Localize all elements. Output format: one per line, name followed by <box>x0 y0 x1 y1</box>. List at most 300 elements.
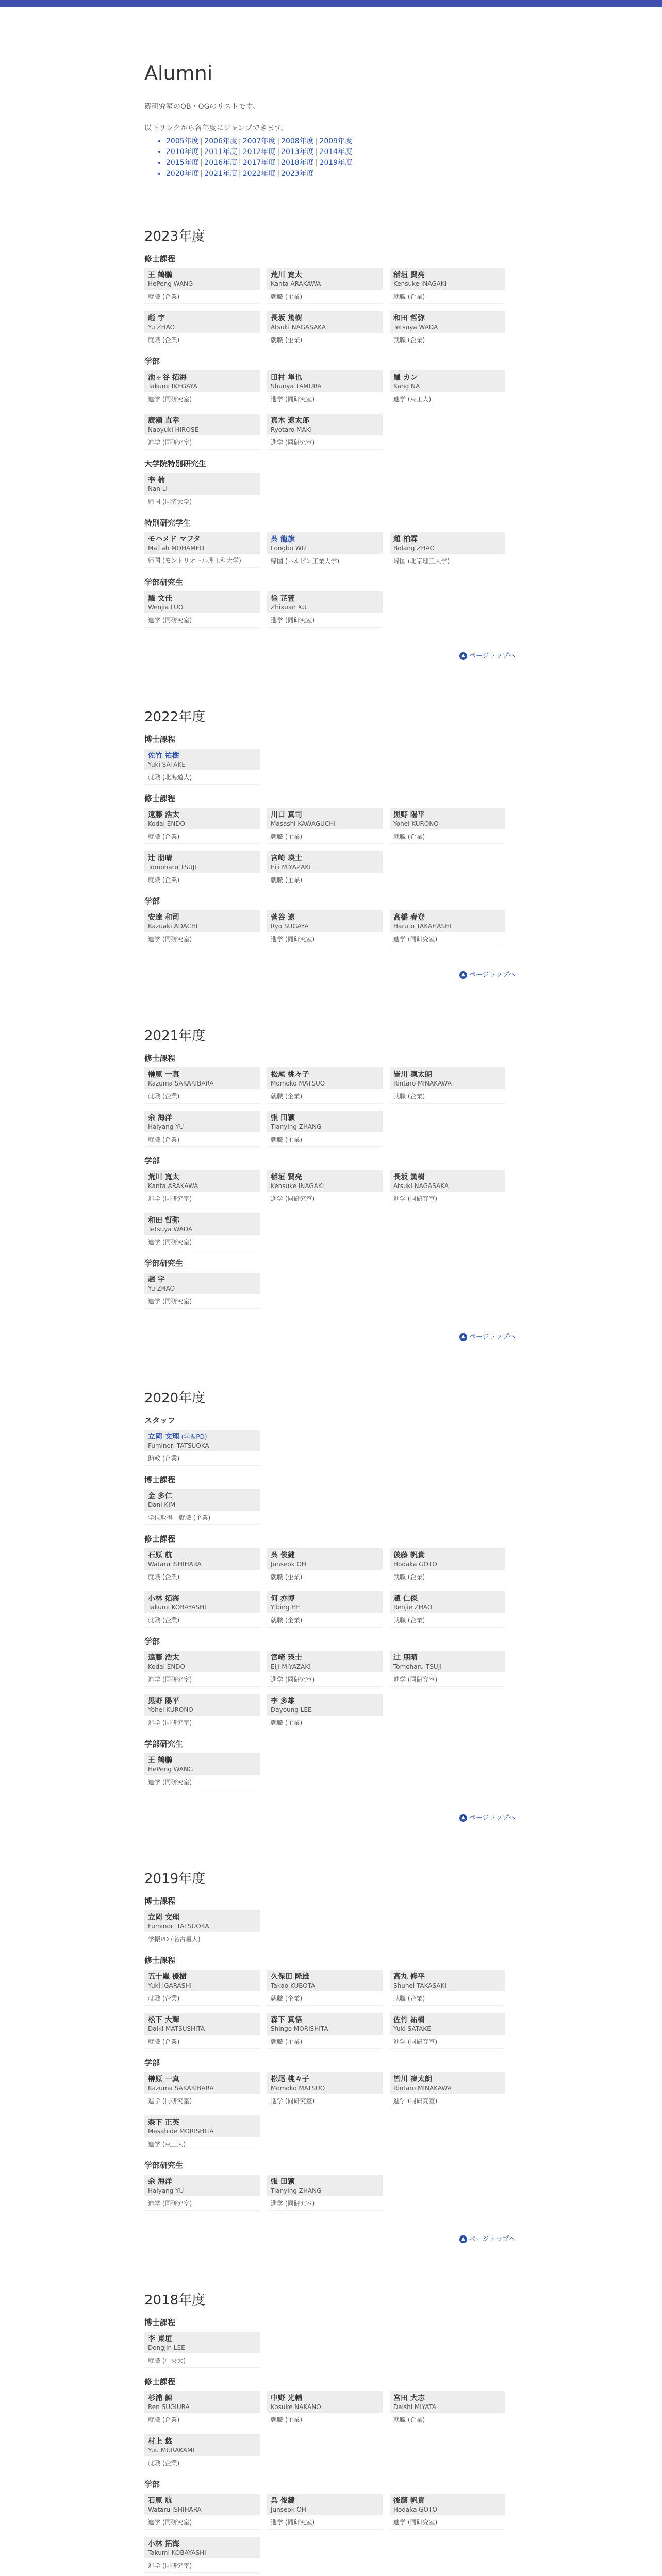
member-name-en: Momoko MATSUO <box>271 2084 325 2092</box>
member-status: 就職 (企業) <box>390 2413 505 2427</box>
member-name-en: Ren SUGIURA <box>148 2403 190 2411</box>
member-name-box <box>390 1170 505 1192</box>
jump-row <box>166 147 516 158</box>
member-card <box>267 414 383 450</box>
year-section <box>144 1025 516 1341</box>
arrow-up-icon: ▲ <box>459 1333 467 1341</box>
member-status: 就職 (企業) <box>390 333 505 347</box>
member-name-jp: 榊原 一真 <box>148 2075 179 2083</box>
member-name-en: Momoko MATSUO <box>271 1079 325 1087</box>
member-card <box>267 1067 383 1104</box>
member-card <box>267 1170 383 1206</box>
member-name-box <box>144 1430 260 1451</box>
member-name-box <box>144 2391 260 2413</box>
category-title: 博士課程 <box>144 1896 176 1906</box>
year-jump-link[interactable]: 2015年度 <box>166 158 199 167</box>
category-title: 学部 <box>144 2479 160 2489</box>
member-status: 進学 (同研究室) <box>267 1672 383 1687</box>
member-name-jp: 辻 朋晴 <box>393 1653 418 1662</box>
member-name-jp: 後藤 帆貴 <box>393 2496 425 2505</box>
member-name-box <box>144 2013 260 2035</box>
member-name-en: Takumi KOBAYASHI <box>148 2549 206 2556</box>
member-name-box <box>144 2494 260 2515</box>
member-status: 進学 (同研究室) <box>390 2515 505 2530</box>
member-status: 帰国 (北京理工大学) <box>390 554 505 568</box>
member-name-box <box>144 2537 260 2558</box>
member-status: 進学 (同研究室) <box>144 2558 260 2573</box>
member-name-en: Renjie ZHAO <box>393 1603 433 1611</box>
member-name-en: Dayoung LEE <box>271 1706 312 1714</box>
year-jump-link[interactable]: 2022年度 <box>242 169 276 178</box>
member-card <box>144 1489 260 1525</box>
member-name-box <box>144 1548 260 1570</box>
member-card <box>390 808 505 844</box>
member-name-box <box>144 1970 260 1991</box>
category-title: 学部 <box>144 2058 160 2067</box>
member-grid <box>144 1753 516 1789</box>
member-card <box>267 532 383 568</box>
member-card <box>144 1970 260 2006</box>
back-to-top-link[interactable]: ページトップへ <box>469 652 516 660</box>
member-card <box>390 268 505 304</box>
member-name-box <box>267 2072 383 2094</box>
member-name-box <box>267 1591 383 1613</box>
member-name-box <box>144 1910 260 1932</box>
member-status: 就職 (中央大) <box>144 2353 260 2368</box>
member-card <box>144 1170 260 1206</box>
member-name-box <box>144 910 260 932</box>
member-card <box>267 311 383 347</box>
member-name-jp: 遠藤 浩太 <box>148 1653 179 1662</box>
member-card <box>144 2391 260 2427</box>
member-card <box>267 808 383 844</box>
member-card <box>144 268 260 304</box>
year-title: 2018年度 <box>144 2292 206 2308</box>
member-status: 進学 (同研究室) <box>144 435 260 450</box>
member-status: 進学 (同研究室) <box>144 1294 260 1309</box>
category-title: 博士課程 <box>144 1475 176 1484</box>
member-name-en: Junseok OH <box>271 1560 306 1568</box>
member-status: 就職 (企業) <box>144 1613 260 1628</box>
member-name-box <box>390 370 505 392</box>
member-name-box <box>144 1273 260 1294</box>
member-card <box>390 2391 505 2427</box>
member-status: 就職 (企業) <box>144 2456 260 2470</box>
category-title: 大学院特別研究生 <box>144 459 207 468</box>
member-name-en: Tetsuya WADA <box>393 323 438 331</box>
member-name-jp: 佐竹 祐樹 <box>393 2015 425 2024</box>
member-card <box>144 2072 260 2108</box>
arrow-up-icon: ▲ <box>459 652 467 660</box>
member-grid <box>144 808 516 887</box>
member-name-box <box>390 311 505 333</box>
member-card <box>267 370 383 406</box>
member-card <box>144 2537 260 2573</box>
year-jump-link[interactable]: 2018年度 <box>281 158 314 167</box>
member-name-jp: 和田 哲弥 <box>393 314 425 323</box>
member-status: 進学 (同研究室) <box>267 932 383 946</box>
member-name-en: Yu ZHAO <box>148 323 175 331</box>
member-status: 進学 (同研究室) <box>390 1672 505 1687</box>
member-card <box>144 1910 260 1946</box>
member-grid <box>144 1970 516 2049</box>
member-name-jp: 荒川 寛太 <box>148 1173 179 1181</box>
member-name-box <box>390 532 505 554</box>
member-status: 就職 (企業) <box>390 290 505 304</box>
member-name-en: Tianying ZHANG <box>271 1123 322 1130</box>
member-status: 進学 (同研究室) <box>267 435 383 450</box>
category-title: 学部 <box>144 356 160 366</box>
member-name-en: Masashi KAWAGUCHI <box>271 820 336 827</box>
year-section <box>144 1868 516 2243</box>
member-status: 就職 (企業) <box>144 333 260 347</box>
category-title: 学部研究生 <box>144 577 184 587</box>
member-name-jp: 廣瀬 直幸 <box>148 416 179 425</box>
member-card <box>390 2013 505 2049</box>
year-jump-link[interactable]: 2010年度 <box>166 147 199 156</box>
member-name-box <box>144 311 260 333</box>
member-name-box <box>267 2391 383 2413</box>
category-title: 修士課程 <box>144 793 176 803</box>
member-grid <box>144 1273 516 1309</box>
member-card <box>144 2434 260 2470</box>
member-name-en: Takao KUBOTA <box>271 1981 316 1989</box>
member-status: 就職 (北海道大) <box>144 770 260 785</box>
member-name-jp: 趙 柏霖 <box>393 535 418 544</box>
year-title: 2021年度 <box>144 1028 206 1044</box>
separator: | <box>277 137 280 145</box>
member-name-en: Fuminori TATSUOKA <box>148 1922 209 1930</box>
category-title: 学部研究生 <box>144 1258 184 1268</box>
year-jump-link[interactable]: 2007年度 <box>242 137 276 145</box>
member-name-box <box>144 473 260 495</box>
member-status: 進学 (東工大) <box>390 392 505 406</box>
member-status: 就職 (企業) <box>267 829 383 844</box>
member-name-box <box>267 2175 383 2196</box>
member-status: 進学 (同研究室) <box>390 1192 505 1206</box>
category-title: 学部 <box>144 1636 160 1646</box>
member-name-box <box>390 268 505 290</box>
year-jump-link[interactable]: 2023年度 <box>281 169 314 178</box>
separator: | <box>200 147 203 156</box>
member-name-jp[interactable]: 立岡 文理 (学振PD) <box>148 1432 207 1441</box>
member-grid <box>144 591 516 628</box>
member-name-en: Rintaro MINAKAWA <box>393 1079 452 1087</box>
member-status: 就職 (企業) <box>267 873 383 887</box>
member-name-en: Kazuaki ADACHI <box>148 922 198 930</box>
member-name-jp: 宮田 大志 <box>393 2394 425 2402</box>
member-name-box <box>144 268 260 290</box>
member-name-box <box>144 2434 260 2456</box>
member-card <box>267 1548 383 1584</box>
member-status: 帰国 (モントリオール理工科大学) <box>144 554 260 568</box>
year-jump-link[interactable]: 2020年度 <box>166 169 199 178</box>
member-card <box>390 1591 505 1628</box>
year-jump-link[interactable]: 2019年度 <box>319 158 353 167</box>
member-name-jp: 李 東垣 <box>148 2334 172 2343</box>
member-card <box>144 2494 260 2530</box>
member-name-en: Shuhei TAKASAKI <box>393 1981 446 1989</box>
member-status: 帰国 (同済大学) <box>144 495 260 509</box>
member-card <box>144 1591 260 1628</box>
member-name-jp: 余 海洋 <box>148 1113 172 1122</box>
back-to-top-link[interactable]: ページトップへ <box>469 2235 516 2243</box>
member-name-jp: 五十嵐 優樹 <box>148 1972 187 1981</box>
member-card <box>144 1213 260 1249</box>
member-name-box <box>144 1489 260 1511</box>
arrow-up-icon: ▲ <box>459 1814 467 1822</box>
member-name-jp: 榊原 一真 <box>148 1070 179 1079</box>
member-grid <box>144 1067 516 1147</box>
member-name-jp: 安達 和司 <box>148 913 179 922</box>
year-jump-list <box>166 136 516 179</box>
member-status: 就職 (企業) <box>267 1570 383 1584</box>
member-card <box>144 2013 260 2049</box>
member-name-en: Haiyang YU <box>148 2187 184 2194</box>
member-name-jp: 田村 隼也 <box>271 373 302 382</box>
member-name-box <box>144 532 260 554</box>
member-grid <box>144 1548 516 1628</box>
member-name-en: Kanta ARAKAWA <box>148 1182 198 1190</box>
member-status: 進学 (同研究室) <box>144 1672 260 1687</box>
member-name-jp: 松尾 桃々子 <box>271 2075 309 2083</box>
member-card <box>144 1273 260 1309</box>
back-to-top <box>144 1812 516 1822</box>
member-name-box <box>267 1970 383 1991</box>
member-name-jp: 徐 芷萱 <box>271 594 295 603</box>
year-jump-link[interactable]: 2011年度 <box>204 147 237 156</box>
member-status: 就職 (企業) <box>144 873 260 887</box>
member-status: 進学 (同研究室) <box>390 932 505 946</box>
member-name-box <box>390 2391 505 2413</box>
member-name-box <box>267 808 383 829</box>
year-title: 2020年度 <box>144 1390 206 1406</box>
member-status: 就職 (企業) <box>144 1132 260 1147</box>
member-grid <box>144 1910 516 1946</box>
member-name-jp: 趙 宇 <box>148 1275 165 1284</box>
separator: | <box>239 137 241 145</box>
member-card <box>267 1111 383 1147</box>
member-name-box <box>267 1170 383 1192</box>
member-name-jp: 中野 光輔 <box>271 2394 302 2402</box>
member-name-jp: 何 亦博 <box>271 1594 295 1603</box>
member-card <box>267 1591 383 1628</box>
member-status: 進学 (同研究室) <box>144 1235 260 1249</box>
category-title: 学部 <box>144 1156 160 1165</box>
member-name-jp: 遠藤 浩太 <box>148 810 179 819</box>
member-card <box>144 1067 260 1104</box>
member-status: 進学 (同研究室) <box>144 932 260 946</box>
member-name-jp: 王 鶴鵬 <box>148 1756 172 1765</box>
member-name-jp: 羅 文佳 <box>148 594 172 603</box>
member-name-jp: 辻 朋晴 <box>148 854 172 862</box>
member-name-en: Yuu MURAKAMI <box>148 2446 194 2454</box>
member-name-jp: 高丸 修平 <box>393 1972 425 1981</box>
member-grid <box>144 2391 516 2470</box>
year-jump-link[interactable]: 2012年度 <box>242 147 276 156</box>
category-title: 修士課程 <box>144 1534 176 1544</box>
member-name-jp: 呉 俊鍵 <box>271 1551 295 1560</box>
member-name-en: Atsuki NAGASAKA <box>393 1182 449 1190</box>
member-name-jp: 黒野 陽平 <box>148 1697 179 1705</box>
back-to-top <box>144 2233 516 2243</box>
member-name-box <box>267 2013 383 2035</box>
member-status: 就職 (企業) <box>144 1089 260 1104</box>
member-name-jp: モハメド マフタ <box>148 535 201 544</box>
member-name-box <box>144 1170 260 1192</box>
separator: | <box>239 169 241 178</box>
member-name-jp: 趙 仁傑 <box>393 1594 418 1603</box>
back-to-top-link[interactable]: ページトップへ <box>469 971 516 979</box>
year-jump-link[interactable]: 2021年度 <box>204 169 237 178</box>
member-card <box>390 1651 505 1687</box>
member-name-box <box>267 311 383 333</box>
member-name-jp: 金 多仁 <box>148 1492 172 1500</box>
category-title: 博士課程 <box>144 2317 176 2327</box>
category-title: 学部研究生 <box>144 2160 184 2170</box>
member-card <box>390 1170 505 1206</box>
member-status: 帰国 (ハルビン工業大学) <box>267 554 383 568</box>
member-name-en: Eiji MIYAZAKI <box>271 1663 311 1670</box>
year-title: 2022年度 <box>144 709 206 725</box>
member-name-en: Tianying ZHANG <box>271 2187 322 2194</box>
member-name-en: Haruto TAKAHASHI <box>393 922 452 930</box>
member-name-en: Fuminori TATSUOKA <box>148 1442 209 1449</box>
back-to-top <box>144 1331 516 1341</box>
category-title: 修士課程 <box>144 1053 176 1063</box>
member-name-jp: 杉浦 錬 <box>148 2394 172 2402</box>
member-grid <box>144 1651 516 1730</box>
member-card <box>144 1548 260 1584</box>
member-grid <box>144 473 516 509</box>
member-name-en: Zhixuan XU <box>271 603 307 611</box>
year-jump-link[interactable]: 2017年度 <box>242 158 276 167</box>
year-section <box>144 1387 516 1822</box>
member-name-box <box>144 1111 260 1132</box>
member-name-en: Dongjin LEE <box>148 2344 185 2351</box>
member-status: 学振PD (名古屋大) <box>144 1932 260 1946</box>
member-name-en: Ryo SUGAYA <box>271 922 309 930</box>
member-card <box>144 591 260 628</box>
member-name-jp[interactable]: 呉 龍旗 <box>271 535 295 544</box>
member-card <box>390 1067 505 1104</box>
member-name-jp: 菅谷 遼 <box>271 913 295 922</box>
jump-instructions: 以下リンクから各年度にジャンプできます。 <box>144 124 288 132</box>
back-to-top <box>144 969 516 979</box>
back-to-top <box>144 650 516 660</box>
member-name-en: Yibing HE <box>271 1603 300 1611</box>
member-card <box>390 311 505 347</box>
member-status: 進学 (同研究室) <box>144 613 260 628</box>
year-jump-link[interactable]: 2008年度 <box>281 137 314 145</box>
member-name-en: Kodai ENDO <box>148 1663 185 1670</box>
member-name-box <box>267 591 383 613</box>
member-status: 就職 (企業) <box>267 333 383 347</box>
member-card <box>267 2175 383 2211</box>
member-name-box <box>267 910 383 932</box>
member-card <box>144 2332 260 2368</box>
member-grid <box>144 910 516 946</box>
member-name-en: Shingo MORISHITA <box>271 2025 328 2032</box>
member-name-jp: 久保田 隆雄 <box>271 1972 309 1981</box>
member-name-en: Nan LI <box>148 485 168 493</box>
member-name-en: Yu ZHAO <box>148 1284 175 1292</box>
member-name-box <box>267 268 383 290</box>
member-name-box <box>390 1548 505 1570</box>
jump-row <box>166 136 516 147</box>
member-name-en: Daishi MIYATA <box>393 2403 437 2411</box>
member-name-jp: 和田 哲弥 <box>148 1216 179 1225</box>
member-name-box <box>144 2072 260 2094</box>
member-name-box <box>144 370 260 392</box>
year-jump-link[interactable]: 2016年度 <box>204 158 237 167</box>
member-name-box <box>144 1694 260 1716</box>
separator: | <box>200 169 203 178</box>
member-name-en: Hodaka GOTO <box>393 1560 437 1568</box>
member-name-en: Kanta ARAKAWA <box>271 280 321 287</box>
separator: | <box>277 158 280 167</box>
category-title: 特別研究学生 <box>144 518 191 528</box>
member-name-en: Daiki MATSUSHITA <box>148 2025 205 2032</box>
member-name-box <box>267 414 383 435</box>
member-name-box <box>144 851 260 873</box>
member-status: 進学 (同研究室) <box>267 2196 383 2211</box>
member-card <box>144 414 260 450</box>
year-section <box>144 706 516 979</box>
member-name-box <box>144 2332 260 2353</box>
member-status: 進学 (同研究室) <box>390 2094 505 2108</box>
member-card <box>390 370 505 406</box>
member-status: 就職 (企業) <box>390 1613 505 1628</box>
separator: | <box>277 147 280 156</box>
member-name-jp: 立岡 文理 <box>148 1913 179 1922</box>
year-jump-link[interactable]: 2009年度 <box>319 137 353 145</box>
member-status: 進学 (同研究室) <box>267 1192 383 1206</box>
year-jump-link[interactable]: 2013年度 <box>281 147 314 156</box>
member-name-jp: 稲垣 賢亮 <box>271 1173 302 1181</box>
member-name-box <box>267 2494 383 2515</box>
member-name-jp: 李 楠 <box>148 476 165 484</box>
member-name-jp: 高橋 春登 <box>393 913 425 922</box>
member-card <box>144 311 260 347</box>
member-status: 学位取得 - 就職 (企業) <box>144 1511 260 1525</box>
member-name-box <box>390 808 505 829</box>
member-status: 就職 (企業) <box>267 1716 383 1730</box>
member-card <box>144 1753 260 1789</box>
member-name-box <box>267 1548 383 1570</box>
member-name-box <box>267 1651 383 1672</box>
member-name-en: Eiji MIYAZAKI <box>271 863 311 871</box>
member-card <box>144 1430 260 1466</box>
member-card <box>267 268 383 304</box>
member-name-jp: 李 多雄 <box>271 1697 295 1705</box>
member-card <box>267 2494 383 2530</box>
member-status: 就職 (企業) <box>390 1089 505 1104</box>
back-to-top-link[interactable]: ページトップへ <box>469 1333 516 1341</box>
intro <box>144 101 516 179</box>
member-name-en: Yuki IGARASHI <box>148 1981 192 1989</box>
year-jump-link[interactable]: 2014年度 <box>319 147 353 156</box>
member-name-en: Junseok OH <box>271 2505 306 2513</box>
member-name-jp: 張 田颖 <box>271 1113 295 1122</box>
member-name-jp: 黒野 陽平 <box>393 810 425 819</box>
year-jump-link[interactable]: 2006年度 <box>204 137 237 145</box>
member-name-jp[interactable]: 佐竹 祐樹 <box>148 751 179 760</box>
back-to-top-link[interactable]: ページトップへ <box>469 1814 516 1822</box>
member-name-en: Wataru ISHIHARA <box>148 1560 202 1568</box>
member-name-box <box>144 591 260 613</box>
year-jump-link[interactable]: 2005年度 <box>166 137 199 145</box>
